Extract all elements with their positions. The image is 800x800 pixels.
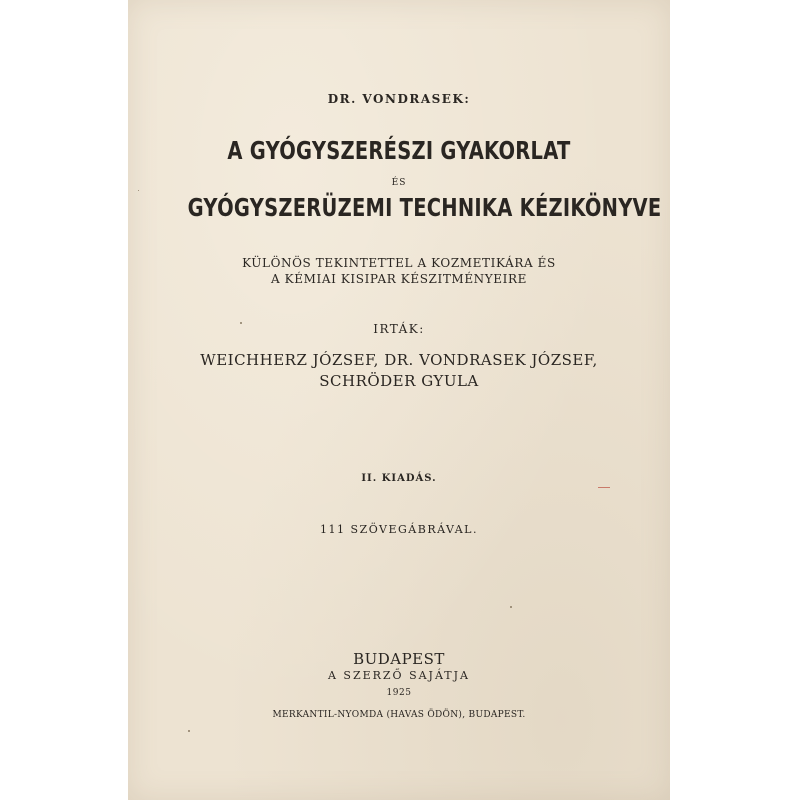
paper-speck bbox=[598, 487, 610, 488]
printer-line: MERKANTIL-NYOMDA (HAVAS ÖDÖN), BUDAPEST. bbox=[272, 710, 526, 720]
publication-city: BUDAPEST bbox=[353, 650, 445, 668]
title-page bbox=[128, 0, 670, 800]
paper-speck bbox=[510, 606, 512, 608]
edition-label: II. KIADÁS. bbox=[361, 473, 437, 484]
book-title-line-1: A GYÓGYSZERÉSZI GYAKORLAT bbox=[227, 136, 571, 165]
authors-line-2: SCHRÖDER GYULA bbox=[319, 372, 479, 390]
paper-speck bbox=[240, 322, 242, 324]
publisher-line: A SZERZŐ SAJÁTJA bbox=[327, 669, 470, 682]
paper-speck bbox=[138, 190, 139, 191]
illustrations-note: 111 SZÖVEGÁBRÁVAL. bbox=[320, 523, 478, 536]
authors-label: IRTÁK: bbox=[373, 322, 425, 336]
author-heading: DR. VONDRASEK: bbox=[327, 92, 471, 106]
publication-year: 1925 bbox=[386, 688, 412, 698]
subtitle-line-2: A KÉMIAI KISIPAR KÉSZITMÉNYEIRE bbox=[271, 272, 527, 286]
paper-speck bbox=[188, 730, 190, 732]
subtitle-line-1: KÜLÖNÖS TEKINTETTEL A KOZMETIKÁRA ÉS bbox=[242, 256, 556, 270]
book-title-line-2: GYÓGYSZERÜZEMI TECHNIKA KÉZIKÖNYVE bbox=[187, 193, 662, 222]
title-conjunction: ÉS bbox=[391, 178, 407, 188]
authors-line-1: WEICHHERZ JÓZSEF, DR. VONDRASEK JÓZSEF, bbox=[200, 351, 598, 369]
